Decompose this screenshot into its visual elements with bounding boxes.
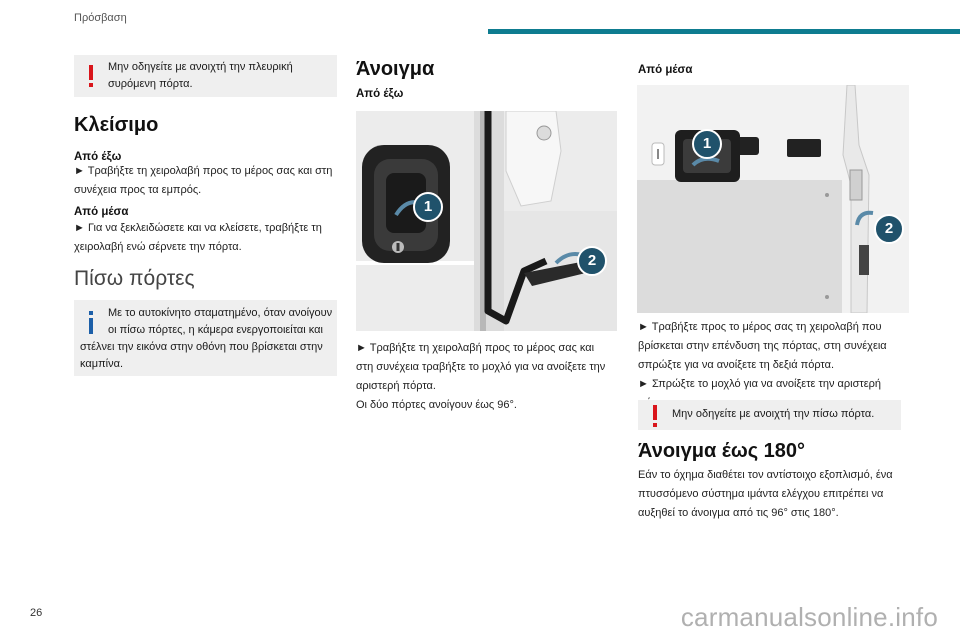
text-line: ► Τραβήξτε τη χειρολαβή προς το μέρος σας και στη	[74, 165, 333, 177]
text-line: Οι δύο πόρτες ανοίγουν έως 96°.	[356, 399, 517, 411]
door-illustration-inside	[637, 85, 909, 313]
heading-closing: Κλείσιμο	[74, 114, 159, 136]
text-line: συνέχεια προς τα εμπρός.	[74, 184, 202, 196]
warning-line: συρόμενη πόρτα.	[108, 78, 193, 90]
callout-badge-2: 2	[577, 246, 607, 276]
figure-rear-door-outside	[356, 111, 617, 331]
heading-opening: Άνοιγμα	[356, 58, 435, 80]
warning-icon	[653, 405, 657, 420]
door-illustration-outside	[356, 111, 617, 331]
info-line: οι πίσω πόρτες, η κάμερα ενεργοποιείται και	[108, 324, 323, 336]
text-line: χειρολαβή ενώ σέρνετε την πόρτα.	[74, 241, 242, 253]
text-line: Εάν το όχημα διαθέτει τον αντίστοιχο εξοπλισμό, ένα	[638, 469, 893, 481]
text-line: σπρώξτε για να ανοίξετε τη δεξιά πόρτα.	[638, 359, 835, 371]
figure-rear-door-inside	[637, 85, 909, 313]
text-line: πτυσσόμενο σύστημα ιμάντα ελέγχου επιτρέπει να	[638, 488, 884, 500]
section-label: Πρόσβαση	[74, 12, 127, 24]
text-line: αριστερή πόρτα.	[356, 380, 436, 392]
page-number: 26	[30, 607, 43, 619]
paragraph-opening-outside	[356, 339, 605, 415]
heading-rear-doors: Πίσω πόρτες	[74, 267, 195, 290]
warning-line: Μην οδηγείτε με ανοιχτή την πλευρική	[108, 61, 293, 73]
text-line: ► Τραβήξτε τη χειρολαβή προς το μέρος σας και	[356, 342, 595, 354]
section-accent-bar	[488, 29, 960, 34]
callout-badge-1: 1	[413, 192, 443, 222]
callout-badge-2: 2	[874, 214, 904, 244]
warning-box-rear-door	[638, 400, 901, 430]
warning-box-side-door	[74, 55, 337, 97]
subheading-outside: Από έξω	[356, 88, 404, 100]
heading-opening-180: Άνοιγμα έως 180°	[638, 440, 806, 462]
info-line: καμπίνα.	[80, 358, 124, 370]
paragraph-closing-inside	[74, 219, 322, 257]
warning-icon	[89, 65, 93, 80]
text-line: ► Σπρώξτε το μοχλό για να ανοίξετε την αριστερή	[638, 378, 882, 390]
info-box-camera	[74, 300, 337, 376]
info-line: Με το αυτοκίνητο σταματημένο, όταν ανοίγουν	[108, 307, 333, 319]
watermark: carmanualsonline.info	[680, 602, 938, 632]
paragraph-opening-180	[638, 466, 893, 523]
subheading-inside: Από μέσα	[638, 64, 693, 76]
paragraph-closing-outside	[74, 162, 332, 200]
warning-text: Μην οδηγείτε με ανοιχτή την πίσω πόρτα.	[672, 408, 875, 420]
text-line: στη συνέχεια τραβήξτε το μοχλό για να ανοίξετε την	[356, 361, 606, 373]
subheading-inside: Από μέσα	[74, 206, 129, 218]
text-line: ► Για να ξεκλειδώσετε και να κλείσετε, τραβήξτε τη	[74, 222, 322, 234]
info-line: στέλνει την εικόνα στην οθόνη που βρίσκεται στην	[80, 341, 323, 353]
text-line: βρίσκεται στην επένδυση της πόρτας, στη συνέχεια	[638, 340, 887, 352]
text-line: αυξηθεί το άνοιγμα από τις 96° στις 180°.	[638, 507, 839, 519]
text-line: ► Τραβήξτε προς το μέρος σας τη χειρολαβή που	[638, 321, 882, 333]
callout-badge-1: 1	[692, 129, 722, 159]
subheading-outside: Από έξω	[74, 151, 122, 163]
paragraph-opening-inside	[638, 318, 887, 413]
